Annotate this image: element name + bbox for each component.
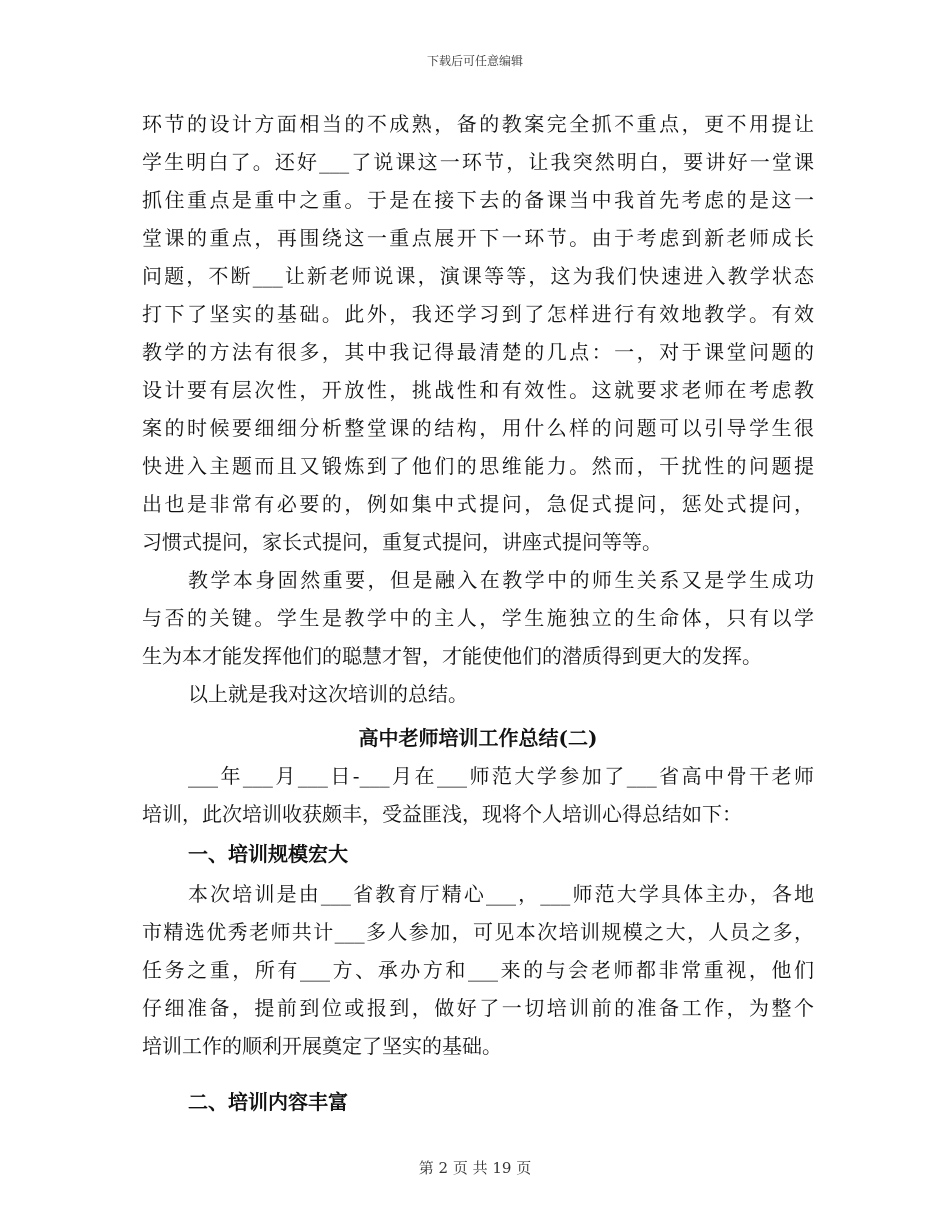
text-line: 打下了坚实的基础。此外，我还学习到了怎样进行有效地教学。有效 xyxy=(142,302,814,326)
text-line: 设计要有层次性，开放性，挑战性和有效性。这就要求老师在考虑教 xyxy=(142,378,814,402)
text-line: 堂课的重点，再围绕这一重点展开下一环节。由于考虑到新老师成长 xyxy=(142,226,814,250)
page-footer: 第 2 页 共 19 页 xyxy=(418,1159,532,1177)
page-header: 下载后可任意编辑 xyxy=(426,54,523,68)
paragraph-teacher-student xyxy=(142,561,814,675)
text-line: 快进入主题而且又锻炼到了他们的思维能力。然而，干扰性的问题提 xyxy=(142,454,814,478)
text-line: 培训工作的顺利开展奠定了坚实的基础。 xyxy=(142,1034,502,1058)
text-line: ___年___月___日-___月在___师范大学参加了___省高中骨干老师 xyxy=(188,764,814,788)
text-line: 习惯式提问，家长式提问，重复式提问，讲座式提问等等。 xyxy=(142,530,662,554)
text-line: 任务之重，所有___方、承办方和___来的与会老师都非常重视，他们 xyxy=(142,958,814,982)
heading-content: 二、培训内容丰富 xyxy=(188,1090,348,1114)
text-line: 培训，此次培训收获颇丰，受益匪浅，现将个人培训心得总结如下： xyxy=(142,802,742,826)
text-line: 学生明白了。还好___了说课这一环节，让我突然明白，要讲好一堂课 xyxy=(142,150,814,174)
text-line: 以上就是我对这次培训的总结。 xyxy=(188,682,468,706)
text-line: 市精选优秀老师共计___多人参加，可见本次培训规模之大，人员之多， xyxy=(142,920,814,944)
heading-scale: 一、培训规模宏大 xyxy=(188,842,348,866)
paragraph-conclusion xyxy=(142,675,814,713)
paragraph-scale xyxy=(142,875,814,1065)
text-line: 环节的设计方面相当的不成熟，备的教案完全抓不重点，更不用提让 xyxy=(142,112,814,136)
text-line: 本次培训是由___省教育厅精心___，___师范大学具体主办，各地 xyxy=(188,882,814,906)
paragraph-continued xyxy=(142,105,814,561)
text-line: 抓住重点是重中之重。于是在接下去的备课当中我首先考虑的是这一 xyxy=(142,188,814,212)
text-line: 与否的关键。学生是教学中的主人，学生施独立的生命体，只有以学 xyxy=(142,606,814,630)
text-line: 教学的方法有很多，其中我记得最清楚的几点：一，对于课堂问题的 xyxy=(142,340,814,364)
text-line: 教学本身固然重要，但是融入在教学中的师生关系又是学生成功 xyxy=(188,568,814,592)
text-line: 生为本才能发挥他们的聪慧才智，才能使他们的潜质得到更大的发挥。 xyxy=(142,644,762,668)
document-body xyxy=(142,105,814,1123)
text-line: 出也是非常有必要的，例如集中式提问，急促式提问，惩处式提问， xyxy=(142,492,814,516)
text-line: 仔细准备，提前到位或报到，做好了一切培训前的准备工作，为整个 xyxy=(142,996,814,1020)
section-title: 高中老师培训工作总结(二) xyxy=(358,726,598,750)
text-line: 案的时候要细细分析整堂课的结构，用什么样的问题可以引导学生很 xyxy=(142,416,814,440)
paragraph-intro xyxy=(142,757,814,833)
text-line: 问题，不断___让新老师说课，演课等等，这为我们快速进入教学状态 xyxy=(142,264,814,288)
